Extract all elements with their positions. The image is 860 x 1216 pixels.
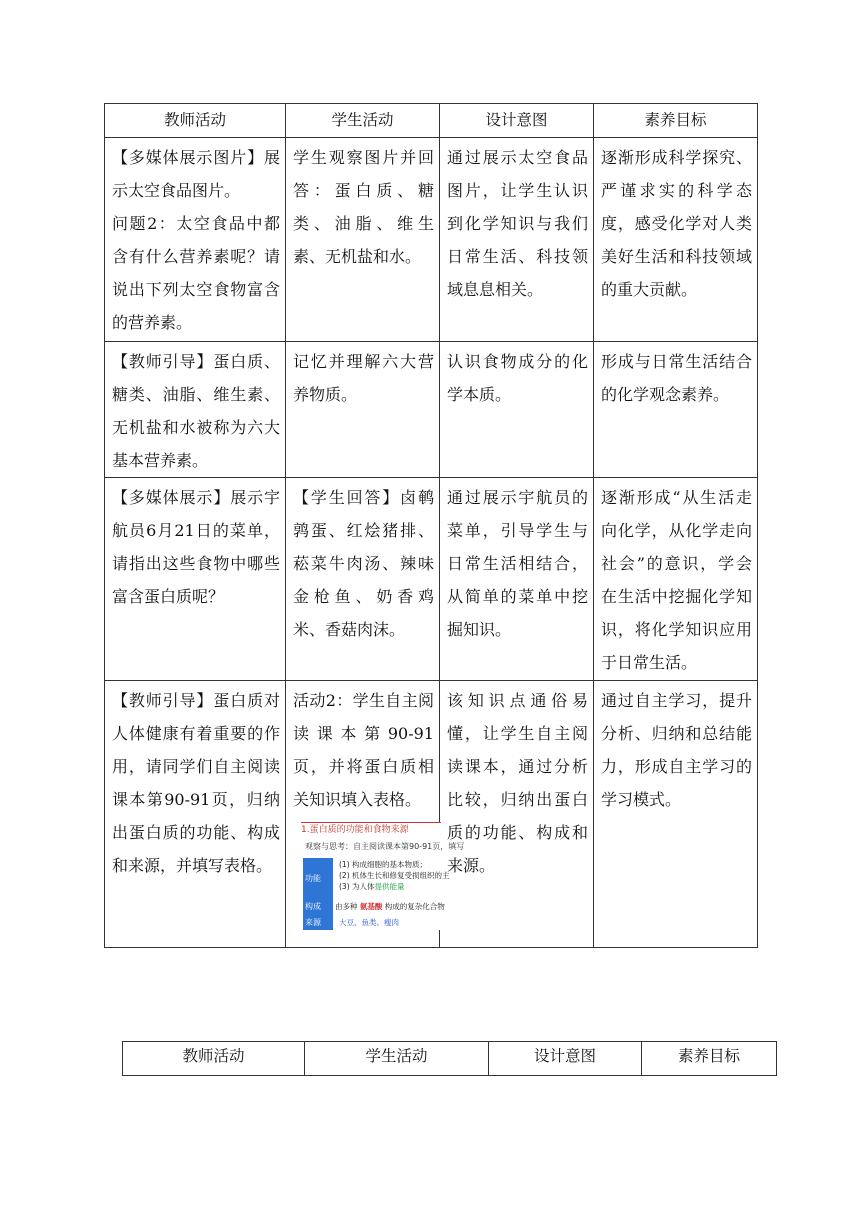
cell-student: 学生观察图片并回答：蛋白质、糖类、油脂、维生素、无机盐和水。 — [286, 138, 440, 342]
cell-student-text: 活动2：学生自主阅读课本第90-91页，并将蛋白质相关知识填入表格。 — [293, 691, 434, 809]
table-row — [105, 478, 758, 681]
thumbnail-subtitle: 观察与思考：自主阅读课本第90-91页，填写 — [305, 842, 465, 851]
cell-goal: 逐渐形成科学探究、严谨求实的科学态度，感受化学对人类美好生活和科技领域的重大贡献。 — [594, 138, 758, 342]
table-row — [105, 138, 758, 342]
cell-student: 记忆并理解六大营养物质。 — [286, 342, 440, 478]
thumbnail-composition — [335, 902, 445, 912]
thumbnail-comp-suffix: 构成的复杂化合物 — [384, 902, 445, 911]
cell-student: 【学生回答】卤鹌鹑蛋、红烩猪排、菘菜牛肉汤、辣味金枪鱼、奶香鸡米、香菇肉沫。 — [286, 478, 440, 681]
header-student-activity: 学生活动 — [286, 104, 440, 138]
thumbnail-func-3-prefix: (3) 为人体 — [339, 882, 375, 891]
cell-teacher: 【多媒体展示图片】展示太空食品图片。 问题2：太空食品中都含有什么营养素呢？请说出下列太空食物富含的营养素。 — [105, 138, 286, 342]
thumbnail-label-composition: 构成 — [305, 902, 321, 911]
thumbnail-label-function: 功能 — [305, 874, 321, 883]
lesson-plan-table — [104, 103, 758, 948]
table-row — [105, 342, 758, 478]
header-teacher-activity: 教师活动 — [123, 1042, 305, 1076]
cell-student-with-image — [286, 681, 465, 948]
thumbnail-source: 大豆、鱼类、瘦肉 — [339, 918, 399, 927]
lesson-plan-table-2 — [122, 1041, 777, 1076]
cell-goal: 形成与日常生活结合的化学观念素养。 — [594, 342, 758, 478]
table-header-row — [105, 104, 758, 138]
thumbnail-label-source: 来源 — [305, 918, 321, 927]
header-teacher-activity: 教师活动 — [105, 104, 286, 138]
thumbnail-func-3-highlight: 提供能量 — [374, 882, 405, 891]
header-literacy-goal: 素养目标 — [642, 1042, 777, 1076]
cell-intent: 认识食物成分的化学本质。 — [440, 342, 594, 478]
header-literacy-goal: 素养目标 — [594, 104, 758, 138]
thumbnail-rule — [301, 822, 441, 823]
cell-teacher: 【教师引导】蛋白质、糖类、油脂、维生素、无机盐和水被称为六大基本营养素。 — [105, 342, 286, 478]
thumbnail-func-3 — [339, 882, 405, 892]
cell-teacher: 【教师引导】蛋白质对人体健康有着重要的作用，请同学们自主阅读课本第90-91页，归纳出蛋白质的功能、构成和来源，并填写表格。 — [105, 681, 286, 948]
table-row — [105, 681, 758, 948]
header-design-intent: 设计意图 — [440, 104, 594, 138]
thumbnail-title: 1.蛋白质的功能和食物来源 — [301, 825, 409, 835]
cell-intent: 该知识点通俗易懂，让学生自主阅读课本，通过分析比较，归纳出蛋白质的功能、构成和来源。 — [440, 681, 594, 948]
header-design-intent: 设计意图 — [489, 1042, 642, 1076]
thumbnail-func-2: (2) 机体生长和修复受损组织的主 — [339, 871, 450, 880]
cell-goal: 逐渐形成“从生活走向化学，从化学走向社会”的意识，学会在生活中挖掘化学知识，将化学知识应用于日常生活。 — [594, 478, 758, 681]
thumbnail-comp-highlight: 氨基酸 — [359, 902, 383, 911]
thumbnail-comp-prefix: 由多种 — [335, 902, 358, 911]
cell-intent: 通过展示宇航员的菜单，引导学生与日常生活相结合，从简单的菜单中挖掘知识。 — [440, 478, 594, 681]
thumbnail-func-1: (1) 构成细胞的基本物质； — [339, 860, 428, 869]
protein-table-thumbnail — [293, 822, 465, 930]
cell-intent: 通过展示太空食品图片，让学生认识到化学知识与我们日常生活、科技领域息息相关。 — [440, 138, 594, 342]
cell-goal: 通过自主学习，提升分析、归纳和总结能力，形成自主学习的学习模式。 — [594, 681, 758, 948]
header-student-activity: 学生活动 — [305, 1042, 489, 1076]
table-header-row — [123, 1042, 777, 1076]
cell-teacher: 【多媒体展示】展示宇航员6月21日的菜单，请指出这些食物中哪些富含蛋白质呢？ — [105, 478, 286, 681]
